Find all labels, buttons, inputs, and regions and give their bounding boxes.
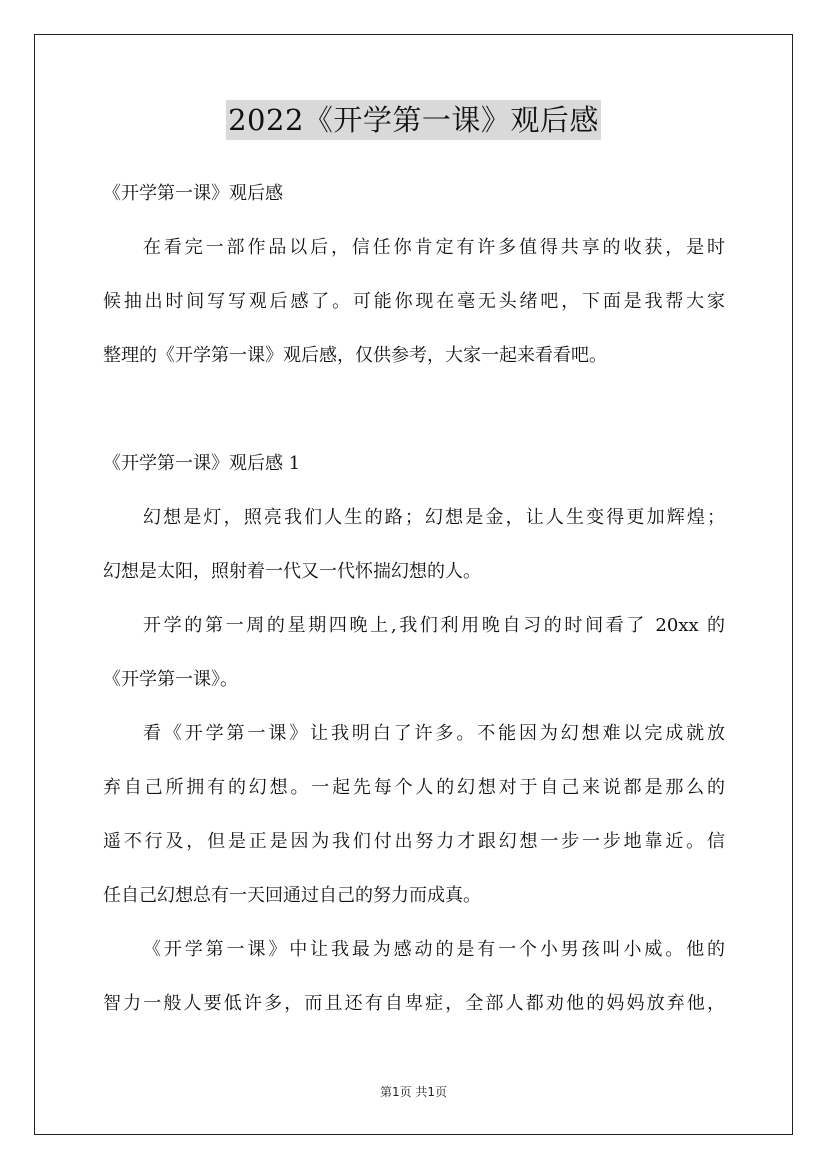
para3-line-4: 任自己幻想总有一天回通过自己的努力而成真。	[103, 885, 481, 906]
para3-line-2: 弃自己所拥有的幻想。一起先每个人的幻想对于自己来说都是那么的	[103, 777, 725, 798]
intro-line-3: 整理的《开学第一课》观后感，仅供参考，大家一起来看看吧。	[103, 345, 607, 366]
para3-line-1: 看《开学第一课》让我明白了许多。不能因为幻想难以完成就放	[143, 723, 725, 744]
subtitle: 《开学第一课》观后感	[103, 183, 283, 204]
para2-line-1: 开学的第一周的星期四晚上,我们利用晚自习的时间看了 20xx 的	[143, 615, 725, 636]
para1-line-2: 幻想是太阳，照射着一代又一代怀揣幻想的人。	[103, 561, 481, 582]
section-heading: 《开学第一课》观后感 1	[103, 453, 301, 474]
intro-line-2: 候抽出时间写写观后感了。可能你现在毫无头绪吧，下面是我帮大家	[103, 291, 725, 312]
title-container	[0, 100, 827, 140]
para4-line-2: 智力一般人要低许多，而且还有自卑症，全部人都劝他的妈妈放弃他，	[103, 993, 725, 1014]
intro-line-1: 在看完一部作品以后，信任你肯定有许多值得共享的收获，是时	[143, 237, 725, 258]
document-title: 2022《开学第一课》观后感	[226, 100, 601, 140]
para2-line-2: 《开学第一课》。	[103, 669, 238, 690]
para4-line-1: 《开学第一课》中让我最为感动的是有一个小男孩叫小威。他的	[143, 939, 725, 960]
page-number-footer: 第1页 共1页	[379, 1085, 448, 1099]
para3-line-3: 遥不行及，但是正是因为我们付出努力才跟幻想一步一步地靠近。信	[103, 831, 725, 852]
para1-line-1: 幻想是灯，照亮我们人生的路；幻想是金，让人生变得更加辉煌；	[143, 507, 725, 528]
